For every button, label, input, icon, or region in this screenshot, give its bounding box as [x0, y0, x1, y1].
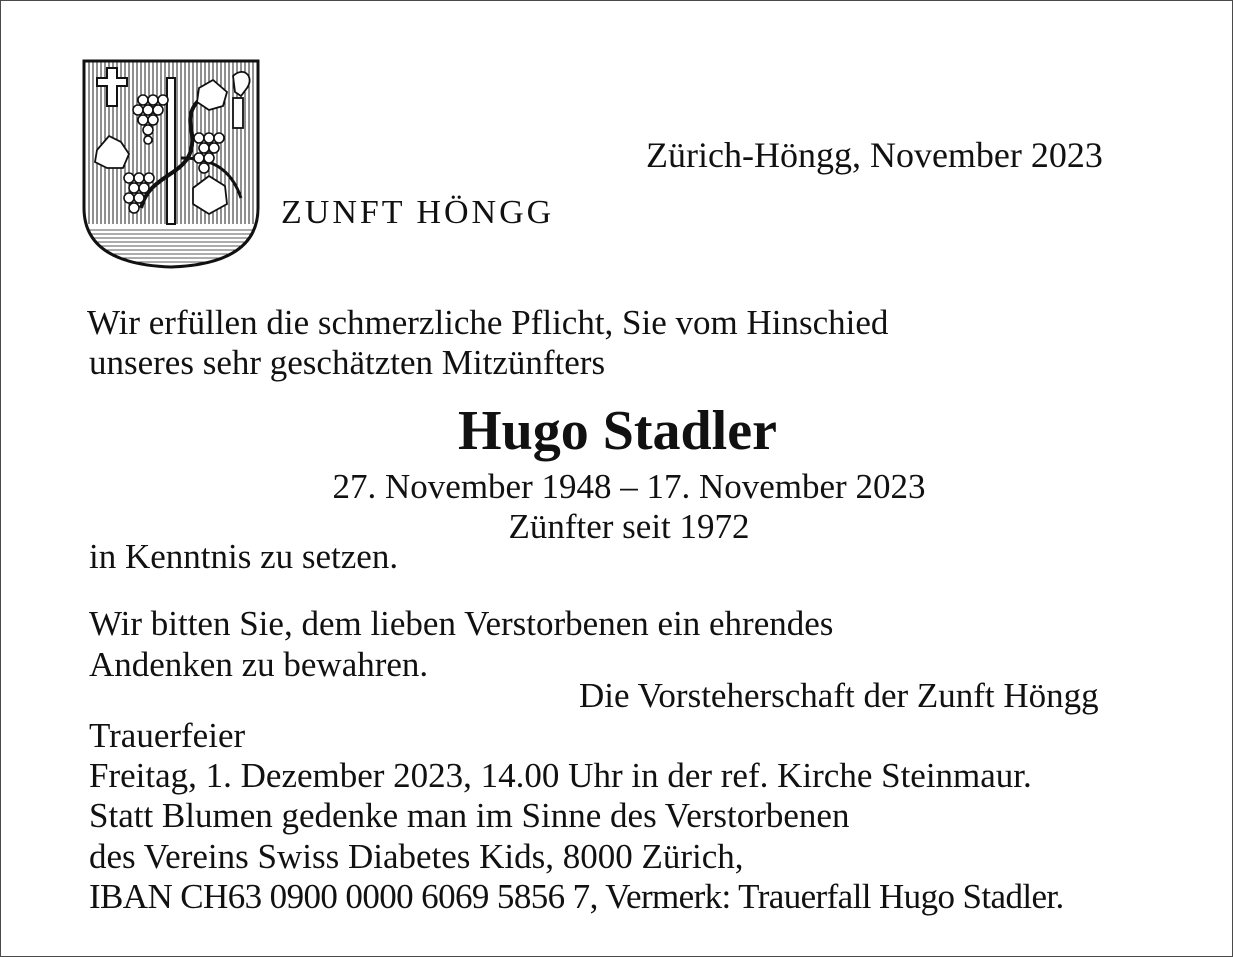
coat-of-arms-icon [81, 58, 261, 270]
notice-closing: in Kenntnis zu setzen. [89, 537, 399, 576]
request-line-1: Wir bitten Sie, dem lieben Verstorbenen ein ehrendes [89, 604, 834, 643]
organization-name: ZUNFT HÖNGG [281, 194, 555, 231]
ceremony-line-2: Statt Blumen gedenke man im Sinne des Verstorbenen [89, 796, 850, 835]
ceremony-line-3: des Vereins Swiss Diabetes Kids, 8000 Zürich, [89, 837, 744, 876]
member-since: Zünfter seit 1972 [508, 507, 750, 546]
request-line-2: Andenken zu bewahren. [89, 645, 429, 684]
deceased-name: Hugo Stadler [458, 400, 777, 462]
ceremony-line-4: IBAN CH63 0900 0000 6069 5856 7, Vermerk: Trauerfall Hugo Stadler. [89, 877, 1064, 916]
life-dates: 27. November 1948 – 17. November 2023 [332, 467, 926, 506]
place-date: Zürich-Höngg, November 2023 [646, 135, 1103, 175]
signature: Die Vorsteherschaft der Zunft Höngg [579, 676, 1099, 715]
intro-line-2: unseres sehr geschätzten Mitzünfters [89, 343, 606, 382]
ceremony-line-1: Freitag, 1. Dezember 2023, 14.00 Uhr in der ref. Kirche Steinmaur. [89, 756, 1032, 795]
intro-line-1: Wir erfüllen die schmerzliche Pflicht, Sie vom Hinschied [87, 303, 889, 342]
ceremony-heading: Trauerfeier [89, 716, 246, 755]
